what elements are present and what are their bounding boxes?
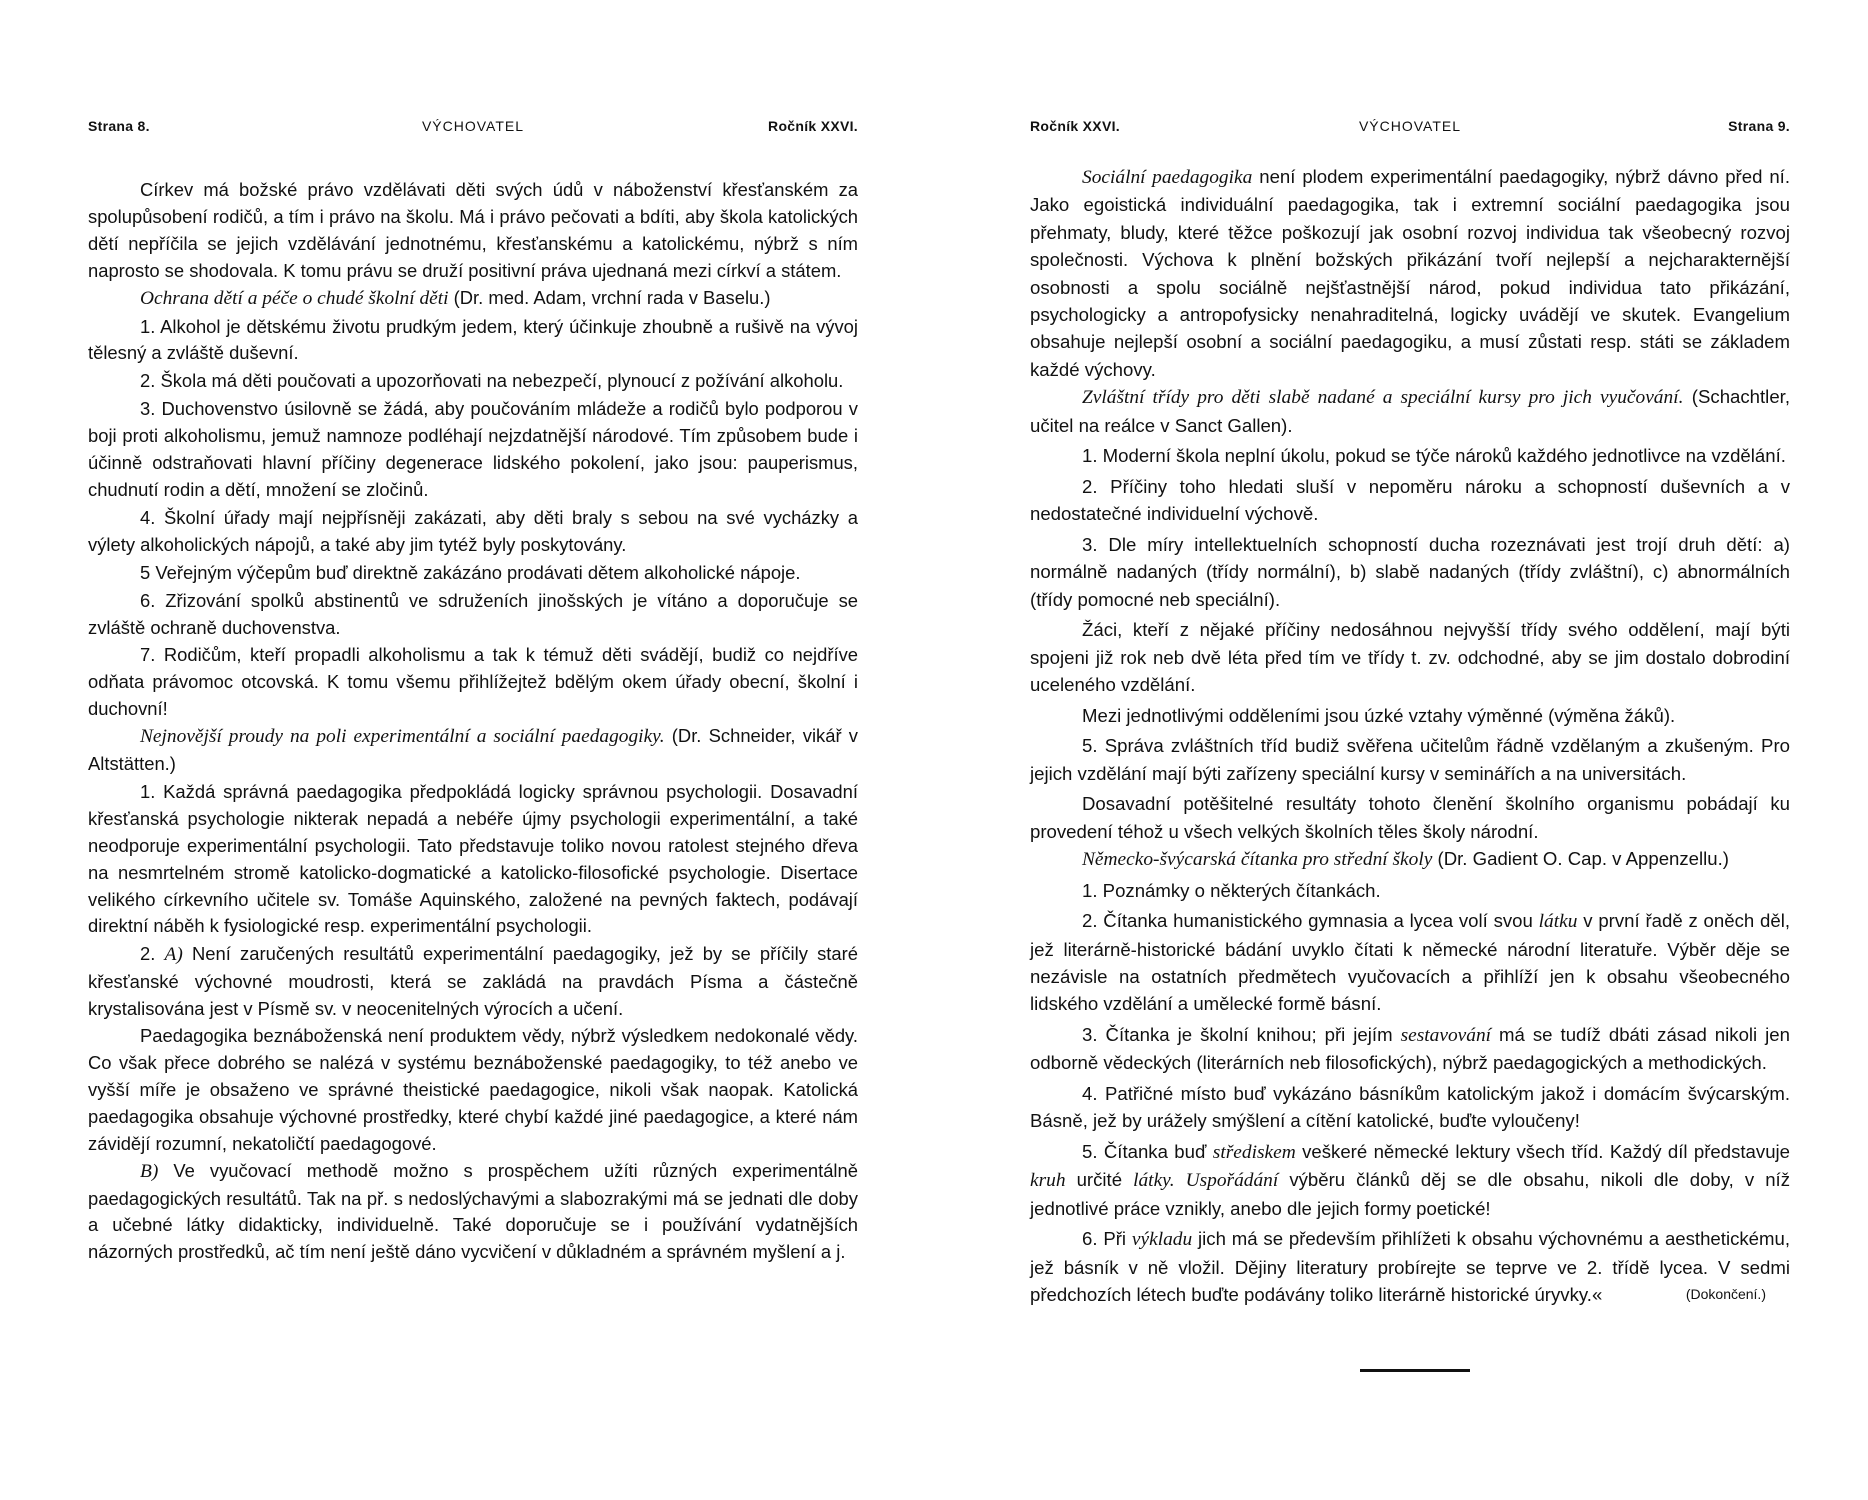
emphasis: látku (1538, 911, 1578, 933)
left-page (88, 0, 858, 1500)
section-source: (Schachtler, učitel na reálce v Sanct Gallen). (1030, 386, 1790, 436)
list-item: 1. Každá správná paedagogika předpokládá logicky správnou psychologii. Dosavadní křesťanská psychologie nikterak nepadá a nebéře újmy psychologii experimentální, a také neodporuje experimentální psychologii. Tato představuje toliko novou ratolest stejného dřeva na nesmrtelném stromě katolicko-dogmatické a katolicko-filosofické psychologie. Disertace velikého církevního učitele sv. Tomáše Aquinského, založené na pevných faktech, podávají direktní náběh k fysiologické resp. experimentální psychologii. (88, 780, 858, 937)
list-item: 3. Dle míry intellektuelních schopností ducha rozeznávati jest trojí druh dětí: a) normálně nadaných (třídy normální), b) slabě nadaných (třídy zvláštní), c) abnormálních (třídy pomocné neb speciální). (1030, 533, 1790, 610)
list-item: 1. Alkohol je dětskému životu prudkým jedem, který účinkuje zhoubně a rušivě na vývoj tělesný a zvláště duševní. (88, 315, 858, 364)
item-text: 2. Čítanka humanistického gymnasia a lycea volí svou (1082, 910, 1539, 932)
page-number: Strana 9. (1728, 118, 1790, 134)
paragraph (88, 1158, 858, 1267)
list-item (1030, 907, 1790, 1018)
item-text: v první řadě (1577, 910, 1683, 932)
sub-marker: B) (140, 1160, 159, 1182)
item-text: veškeré německé lektury všech tříd. Každý díl představuje (1302, 1141, 1791, 1163)
running-head-left (88, 118, 858, 142)
emphasis: střediskem (1212, 1142, 1296, 1164)
list-item: 5. Správa zvláštních tříd budiž svěřena učitelům řádně vzdělaným a zkušeným. Pro jejich vzdělání mají býti zařízeny speciální kursy v seminářích a na universitách. (1030, 735, 1790, 784)
item-text: 5. Čítanka buď (1082, 1141, 1213, 1163)
section-source: (Dr. Gadient O. Cap. v Appenzellu.) (1432, 848, 1729, 870)
paragraph: Církev má božské právo vzdělávati děti svých údů v náboženství křesťanském za spolupůsobení rodičů, a tím i právo na školu. Má i právo pečovati a bdíti, aby škola katolických dětí nepříčila se jejich vzdělávání jednotnému, křesťanskému a katolickému, nýbrž s ním naprosto se shodovala. K tomu právu se druží positivní práva ujednaná mezi církví a státem. (88, 179, 858, 281)
page-number: Strana 8. (88, 118, 150, 134)
emphasis: kruh (1030, 1170, 1066, 1192)
journal-title: VÝCHOVATEL (1358, 118, 1462, 134)
section-title: Ochrana dětí a péče o chudé školní děti (140, 287, 449, 309)
list-item: 2. Škola má děti poučovati a upozorňovati na nebezpečí, plynoucí z požívání alkoholu. (140, 370, 844, 392)
journal-title: VÝCHOVATEL (421, 118, 525, 134)
section-source: (Dr. Schneider, vikář v Altstätten.) (88, 725, 859, 775)
left-body-text (88, 177, 858, 1266)
item-number: 2. (140, 943, 156, 965)
section-title: Nejnovější proudy na poli experimentální a sociální paedagogiky. (140, 726, 665, 748)
list-item: 1. Moderní škola neplní úkolu, pokud se týče nároků každého jednotlivce na vzdělání. (1082, 445, 1786, 467)
list-item: 2. Příčiny toho hledati sluší v nepoměru nároku a schopností duševních a v nedostatečné individuelní výchově. (1030, 475, 1790, 525)
running-head-right (1030, 118, 1790, 142)
continued-note: (Dokončení.) (1685, 1286, 1766, 1303)
emphasis: Uspořádání (1185, 1170, 1279, 1192)
list-item: 5 Veřejným výčepům buď direktně zakázáno prodávati dětem alkoholické nápoje. (140, 561, 801, 583)
section-heading (1030, 383, 1790, 439)
item-text: určité (1065, 1169, 1134, 1191)
item-text: Není zaručených resultátů experimentální paedagogiky, jež by se příčily staré křesťanské výchovné moudrosti, která se zakládá na pravdách Písma a částečně krystalisována jest v Písmě sv. v neocenitelných výrocích a učení. (88, 943, 858, 1020)
item-text: z oněch děl, jež literárně-historické bádání uvyklo čítati k německé národní literatuře. Výběr děje se nezávisle na ostatních předmětech vyučovacích a přihlíží jen k obsahu všeobecného lidského vzdělání a umělecké formě básní. (1030, 910, 1790, 1015)
end-rule-divider (1360, 1369, 1470, 1372)
item-text: Ve vyučovací methodě možno s prospěchem užíti různých experimentálně paedagogických resultátů. Tak na př. s nedoslýchavými a slabozrakými má se jednati dle doby a učebné látky didakticky, individuelně. Také doporučuje se i používání vydatnějších názorných prostředků, ač tím není ještě dáno vycvičení v důkladném a správném myšlení a j. (88, 1159, 858, 1263)
paragraph (1030, 163, 1790, 383)
section-source: (Dr. med. Adam, vrchní rada v Baselu.) (448, 286, 771, 308)
item-text: 6. Při (1082, 1228, 1132, 1250)
section-title: Zvláštní třídy pro děti slabě nadané a speciální kursy pro jich vyučování. (1082, 387, 1684, 409)
item-text: má se tudíž dbáti zásad nikoli jen odborně vědeckých (literárních neb filosofických), nýbrž paedagogických a methodických. (1030, 1024, 1790, 1074)
list-item (1030, 1225, 1790, 1308)
right-body-text (1030, 163, 1790, 1309)
list-item: 6. Zřizování spolků abstinentů ve sdruženích jinošských je vítáno a doporučuje se zvláště ochraně duchovenstva. (88, 589, 858, 638)
list-item: 7. Rodičům, kteří propadli alkoholismu a tak k témuž děti svádějí, budiž co nejdříve odňata právomoc otcovská. K tomu všemu přihlížejtež bdělým okem úřady obecní, školní i duchovní! (88, 644, 858, 720)
section-title: Sociální paedagogika (1082, 167, 1253, 188)
right-page (1030, 0, 1790, 1500)
paragraph-text: není plodem experimentální paedagogiky, nýbrž dávno před ní. Jako egoistická individuální paedagogika, tak i extremní sociální paedagogika jsou přehmaty, bludy, které těžce poškozují jak osobní rozvoj individua tak všeobecný rozvoj společnosti. Výchova k plnění božských přikázání tvoří nejlepší a nejcharakternější osobnosti a spolu sociálně nejšťastnější národ, pokud individua tato přikázání, psychologicky a antropofysicky nenahraditelná, logicky uvádějí ve skutek. Evangelium obsahuje nejlepší osobní a sociální paedagogiku, a musí zůstati resp. státi se základem každé výchovy. (1030, 166, 1790, 380)
list-item (1030, 1021, 1790, 1077)
section-heading (88, 285, 858, 313)
list-item: 1. Poznámky o některých čítankách. (1082, 879, 1381, 901)
volume-label: Ročník XXVI. (1030, 118, 1120, 134)
paragraph: Paedagogika beznáboženská není produktem vědy, nýbrž výsledkem nedokonalé vědy. Co však přece dobrého se nalézá v systému beznáboženské paedagogiky, to též anebo ve vyšší míře je obsaženo ve správné theistické paedagogice, nikoli však naopak. Katolická paedagogika obsahuje výchovné prostředky, které chybí každé jiné paedagogice, a které nám závidějí rozumní, nekatoličtí paedagogové. (88, 1025, 858, 1154)
section-title: Německo-švýcarská čítanka pro střední školy (1082, 849, 1433, 871)
list-item: 4. Patřičné místo buď vykázáno básníkům katolickým jakož i domácím švýcarským. Básně, jež by urážely smýšlení a cítění katolické, buďte vyloučeny! (1030, 1083, 1790, 1132)
emphasis: sestavování (1400, 1025, 1492, 1047)
section-heading (1030, 845, 1790, 873)
item-text: výběru článků děj se dle obsahu, nikoli dle doby, v níž jednotlivé práce vznikly, anebo dle jejich formy poetické! (1030, 1169, 1791, 1219)
list-item: Mezi jednotlivými odděleními jsou úzké vztahy výměnné (výměna žáků). (1082, 704, 1676, 726)
sub-marker: A) (164, 944, 183, 966)
emphasis: látky. (1133, 1170, 1175, 1192)
list-item: 4. Školní úřady mají nejpřísněji zakázati, aby děti braly s sebou na své vycházky a výlety alkoholických nápojů, a také aby jim tytéž byly poskytovány. (88, 506, 858, 555)
item-text: jich má se především přihlížeti k obsahu výchovnému a aesthetickému, jež básník v ně vložil. Dějiny literatury probírejte se teprve ve 2. třídě lycea. V sedmi předchozích létech buďte podávány toliko literárně historické úryvky.« (1030, 1228, 1790, 1306)
list-item: Dosavadní potěšitelné resultáty tohoto členění školního organismu pobádají ku provedení téhož u všech velkých školních těles školy národní. (1030, 793, 1790, 842)
section-heading (88, 723, 858, 778)
list-item: Žáci, kteří z nějaké příčiny nedosáhnou nejvyšší třídy svého oddělení, mají býti spojeni již rok neb dvě léta před tím ve třídy t. zv. odchodné, aby se jim dostalo dobrodiní uceleného vzdělání. (1030, 619, 1790, 696)
list-item: 3. Duchovenstvo úsilovně se žádá, aby poučováním mládeže a rodičů bylo podporou v boji proti alkoholismu, jemuž namnoze podléhají nejzdatnější národové. Tím způsobem bude i účinně odstraňovati hlavní příčiny degenerace lidského pokolení, jako jsou: pauperismus, chudnutí rodin a dětí, množení se zločinů. (88, 398, 858, 500)
list-item (1030, 1138, 1790, 1222)
list-item (88, 941, 858, 1023)
volume-label: Ročník XXVI. (768, 118, 858, 134)
emphasis: výkladu (1131, 1229, 1193, 1251)
item-text: 3. Čítanka je školní knihou; při jejím (1082, 1024, 1401, 1046)
